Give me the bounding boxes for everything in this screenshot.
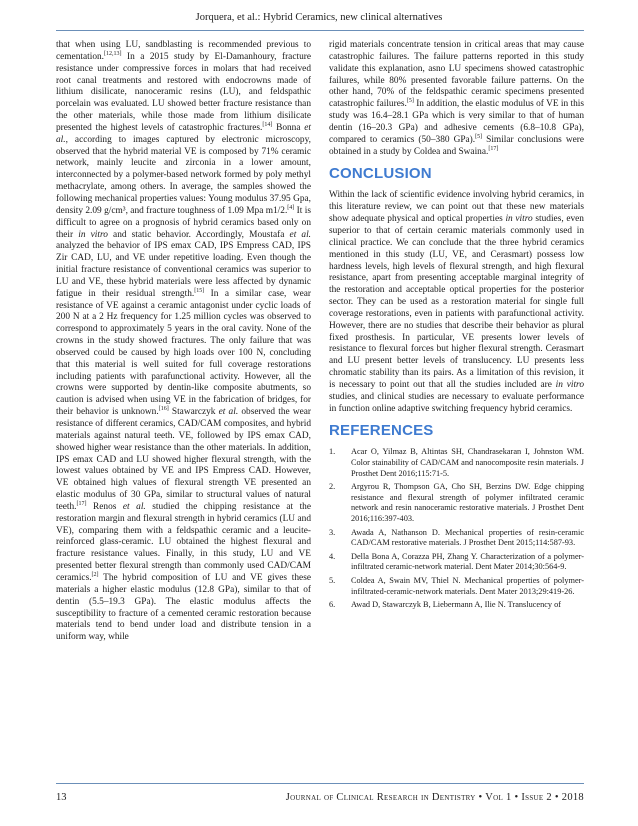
reference-list	[329, 447, 584, 610]
conclusion-heading: CONCLUSION	[329, 165, 432, 183]
reference-item	[329, 528, 584, 549]
header-rule	[56, 30, 584, 31]
reference-number: 4.	[329, 551, 336, 561]
reference-item	[329, 482, 584, 524]
body-paragraph: rigid materials concentrate tension in critical areas that may cause catastrophic failures. The failure patterns reported in this study validate this explanation, asno LU specimens showed catastrophic failures, while 80% presented favorable failure patterns. On the other hand, 70% of the feldspathic ceramic specimens presented catastrophic failures.[5] In addition, the elastic modulus of VE in this study was 16.4–28.1 GPa which is very similar to that of human dentin (16–20.3 GPa) and adhesive cements (6.8–10.8 GPa), compared to ceramics (50–380 GPa).[5] Similar conclusions were obtained in a study by Coldea and Swaina.[17]	[329, 40, 584, 157]
reference-text: Awad D, Stawarczyk B, Liebermann A, Ilie N. Translucency of	[351, 600, 562, 610]
page-number: 13	[56, 792, 67, 803]
right-column	[329, 40, 584, 614]
footer-rule	[56, 783, 584, 784]
conclusion-paragraph: Within the lack of scientific evidence involving hybrid ceramics, in this literature review, we can point out that these new materials show adequate physical and optical properties in vitro studies, even superior to that of certain ceramic materials commonly used in clinical practice. We can conclude that the three hybrid ceramics mentioned in this study (LU, VE, and Cerasmart) possess low hardness levels, high levels of flexural strength, and high flexural resistance, apart from presenting acceptable marginal integrity of the restoration and acceptable optical properties for the posterior sector. They can be used as a restoration material for single full coverage restorations, even in patients with parafunctional activity. However, there are no studies that describe their behavior as plural fixed prosthesis. In particular, VE presents lower levels of resistance to flexural forces but higher flexural strength. Cerasmart and LU present better levels of translucency. LU presents less chromatic stability than its pairs. As a limitation of this revision, it is necessary to point out that all the studies included are in vitro studies, and clinical studies are necessary to evaluate performance in function online adaptive switching frequency hybrid ceramics.	[329, 190, 585, 414]
reference-text: Argyrou R, Thompson GA, Cho SH, Berzins DW. Edge chipping resistance and flexural strength of polymer infiltrated ceramic network and resin nanoceramic restorative materials. J Prosthet Dent 2016;116:397-403.	[351, 482, 584, 524]
body-paragraph: that when using LU, sandblasting is recommended previous to cementation.[12,13] In a 2015 study by El-Damanhoury, fracture resistance under compressive forces in molars that had received root canal treatments and restored with endocrowns made of lithium disilicate, nanoceramic resins (LU), and feldspathic porcelain was evaluated. LU showed better fracture resistance than the other materials, while those made from lithium disilicate presented the highest levels of catastrophic fractures.[14] Bonna et al., according to images captured by electronic microscopy, observed that the hybrid material VE is composed by 71% ceramic network, mainly leucite and zirconia in a lower amount, interconnected by a polymer-based network formed by poly methyl methacrylate, among others. In average, the samples showed the following mechanical properties values: Young modulus 37.95 Gpa, density 2.09 g/cm³, and fracture toughness of 1.09 Mpa m1/2.[4] It is difficult to agree on a prognosis of hybrid ceramics based only on their in vitro and static behavior. Accordingly, Moustafa et al. analyzed the behavior of IPS emax CAD, IPS Empress CAD, IPS Zir CAD, LU, and VE under repetitive loading. Even though the initial fracture resistance of conventional ceramics was superior to LU and VE, these hybrid materials were less affected by dynamic fatigue in their residual strength.[15] In a similar case, wear resistance of VE against a ceramic antagonist under cyclic loads of 200 N at a 2 Hz frequency for 1.25 million cycles was observed to correspond to approximately 5 years in the oral cavity. None of the crowns in the study showed fractures. The only failure that was observed could be caused by high loads over 100 N, concluding that this material is well suited for full coverage restorations including patients with parafunctional activity. However, all the crowns were supported by dentin-like composite abutments, so caution is advised when using VE in the fabrication of bridges, for their behavior is unknown.[16] Stawarczyk et al. observed the wear resistance of different ceramics, CAD/CAM composites, and hybrid materials against natural teeth. VE, followed by IPS emax CAD, showed higher wear resistance than the other materials. In addition, IPS emax CAD and LU showed higher flexural strength, with the lowest values obtained by VE and IPS Empress CAD. However, VE obtained high values of flexural strength VE presented an elastic modulus of 30 GPa, similar to structural values of natural teeth.[17] Renos et al. studied the chipping resistance at the restoration margin and flexural strength in hybrid ceramics (LU and VE), comparing them with a feldspathic ceramic and a leucite-reinforced glass-ceramic. LU obtained the highest flexural and fracture resistance values. Finally, in this study, LU and VE presented better flexural strength than commonly used CAD/CAM ceramics.[2] The hybrid composition of LU and VE gives these materials a higher elastic modulus (12.8 GPa), similar to that of dentin (5.5–19.3 GPa). The elastic modulus affects the susceptibility to fracture of a cemented ceramic restoration because materials tend to bend under load and distribute tension in a uniform way, while	[56, 40, 312, 643]
reference-text: Coldea A, Swain MV, Thiel N. Mechanical properties of polymer-infiltrated-ceramic-network materials. Dent Mater 2013;29:419-26.	[351, 576, 584, 596]
reference-number: 5.	[329, 576, 336, 585]
running-head: Jorquera, et al.: Hybrid Ceramics, new clinical alternatives	[195, 12, 443, 23]
reference-number: 6.	[329, 600, 336, 610]
reference-item	[329, 600, 584, 611]
reference-text: Awada A, Nathanson D. Mechanical properties of resin-ceramic CAD/CAM restorative materials. J Prosthet Dent 2015;114:587-93.	[351, 527, 584, 548]
journal-citation: Journal of Clinical Research in Dentistry • Vol 1 • Issue 2 • 2018	[285, 792, 584, 803]
reference-number: 1.	[329, 447, 336, 457]
reference-text: Acar O, Yilmaz B, Altintas SH, Chandrasekaran I, Johnston WM. Color stainability of CAD/CAM and nanocomposite resin materials. J Prosthet Dent 2016;115:71-5.	[351, 447, 584, 478]
reference-number: 2.	[329, 482, 336, 492]
reference-number: 3.	[329, 527, 336, 537]
page-footer	[56, 792, 584, 803]
references-heading: REFERENCES	[329, 422, 434, 440]
reference-text: Della Bona A, Corazza PH, Zhang Y. Characterization of a polymer-infiltrated ceramic-network material. Dent Mater 2014;30:564-9.	[351, 551, 584, 572]
reference-item	[329, 576, 584, 597]
reference-item	[329, 447, 584, 479]
left-column	[56, 40, 311, 644]
reference-item	[329, 552, 584, 573]
